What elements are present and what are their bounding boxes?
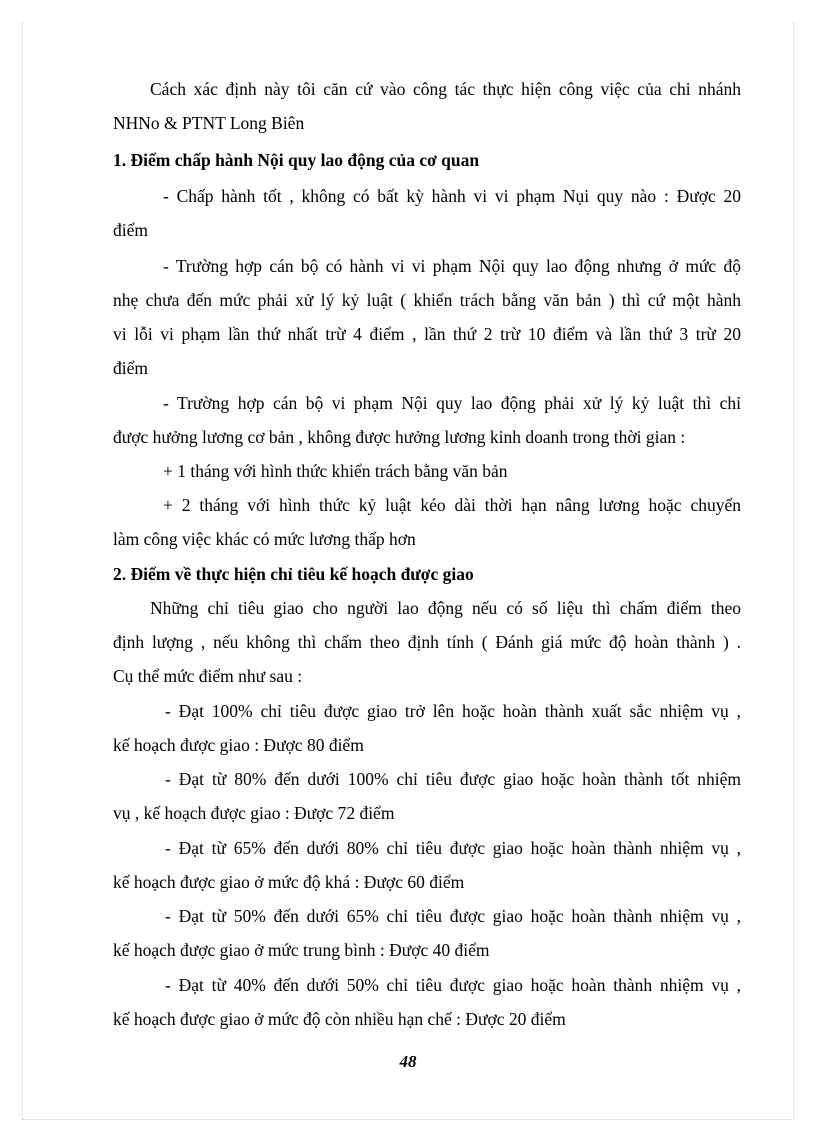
paragraph-line: - Trường hợp cán bộ vi phạm Nội quy lao động phải xử lý kỷ luật thì chỉ xyxy=(163,393,741,413)
paragraph-line: vụ , kế hoạch được giao : Được 72 điểm xyxy=(113,803,395,823)
paragraph-line: - Đạt từ 40% đến dưới 50% chỉ tiêu được giao hoặc hoàn thành nhiệm vụ , xyxy=(165,975,741,995)
paragraph-line: nhẹ chưa đến mức phải xử lý kỷ luật ( khiển trách bằng văn bản ) thì cứ một hành xyxy=(113,290,741,310)
paragraph-line: + 1 tháng với hình thức khiển trách bằng văn bản xyxy=(163,461,508,481)
page-number: 48 xyxy=(399,1052,417,1071)
paragraph-line: điểm xyxy=(113,358,148,378)
paragraph-line: làm công việc khác có mức lương thấp hơn xyxy=(113,529,416,549)
paragraph-line: điểm xyxy=(113,220,148,240)
paragraph-line: kế hoạch được giao ở mức độ còn nhiều hạn chế : Được 20 điểm xyxy=(113,1009,566,1029)
paragraph-line: định lượng , nếu không thì chấm theo định tính ( Đánh giá mức độ hoàn thành ) . xyxy=(113,632,741,652)
paragraph-line: kế hoạch được giao ở mức trung bình : Được 40 điểm xyxy=(113,940,490,960)
paragraph-line: kế hoạch được giao : Được 80 điểm xyxy=(113,735,364,755)
paragraph-line: NHNo & PTNT Long Biên xyxy=(113,113,305,133)
paragraph-line: - Đạt từ 50% đến dưới 65% chỉ tiêu được giao hoặc hoàn thành nhiệm vụ , xyxy=(165,906,741,926)
paragraph-line: Cụ thể mức điểm như sau : xyxy=(113,666,303,686)
paragraph-line: được hưởng lương cơ bản , không được hưởng lương kinh doanh trong thời gian : xyxy=(113,427,686,447)
paragraph-line: + 2 tháng với hình thức kỷ luật kéo dài thời hạn nâng lương hoặc chuyển xyxy=(163,495,741,515)
paragraph-line: - Đạt 100% chỉ tiêu được giao trở lên hoặc hoàn thành xuất sắc nhiệm vụ , xyxy=(165,701,741,721)
paragraph-line: - Đạt từ 80% đến dưới 100% chỉ tiêu được giao hoặc hoàn thành tốt nhiệm xyxy=(165,769,741,789)
paragraph-line: Cách xác định này tôi căn cứ vào công tác thực hiện công việc của chi nhánh xyxy=(150,79,741,99)
paragraph-line: - Đạt từ 65% đến dưới 80% chỉ tiêu được giao hoặc hoàn thành nhiệm vụ , xyxy=(165,838,741,858)
section-heading-2: 2. Điểm về thực hiện chỉ tiêu kế hoạch được giao xyxy=(113,564,474,584)
section-heading-1: 1. Điểm chấp hành Nội quy lao động của cơ quan xyxy=(113,150,480,170)
paragraph-line: - Trường hợp cán bộ có hành vi vi phạm Nội quy lao động nhưng ở mức độ xyxy=(163,256,741,276)
paragraph-line: Những chỉ tiêu giao cho người lao động nếu có số liệu thì chấm điểm theo xyxy=(150,598,741,618)
paragraph-line: - Chấp hành tốt , không có bất kỳ hành vi vi phạm Nụi quy nào : Được 20 xyxy=(163,186,741,206)
paragraph-line: kế hoạch được giao ở mức độ khá : Được 60 điểm xyxy=(113,872,465,892)
paragraph-line: vi lỗi vi phạm lần thứ nhất trừ 4 điểm , lần thứ 2 trừ 10 điểm và lần thứ 3 trừ 20 xyxy=(113,324,741,344)
